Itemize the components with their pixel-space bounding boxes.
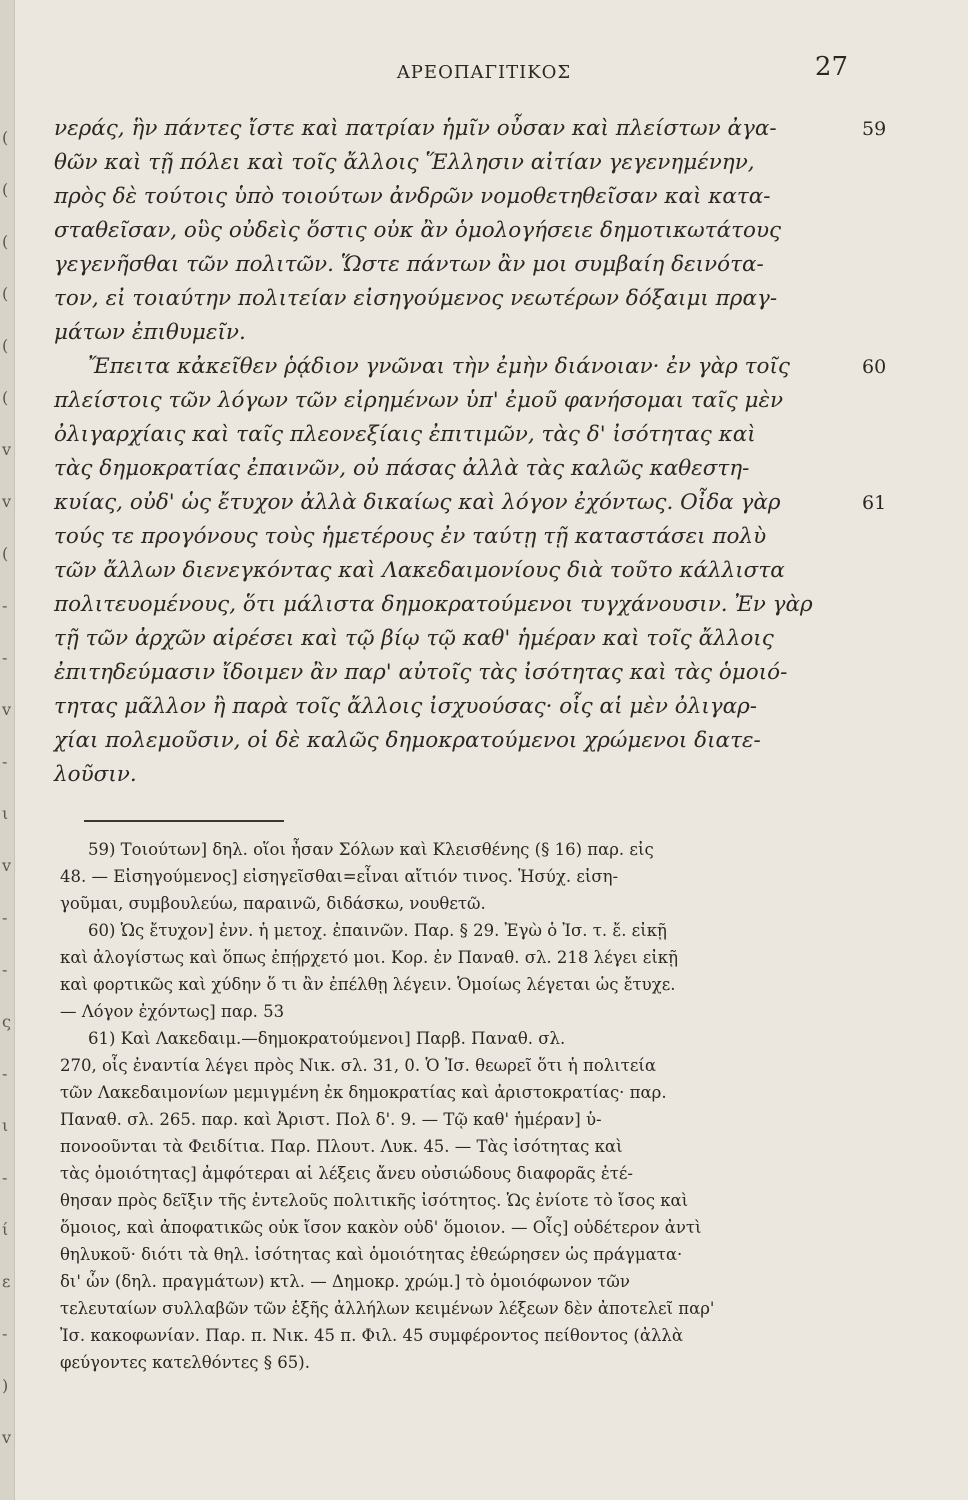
section-marker: 61	[862, 492, 887, 514]
gutter-mark: v	[2, 856, 12, 875]
footnote-line: τελευταίων συλλαβῶν τῶν ἑξῆς ἀλλήλων κειμένων λέξεων δὲν ἀποτελεῖ παρ'	[60, 1299, 715, 1318]
text-line	[54, 350, 887, 384]
text-line-content: θῶν καὶ τῇ πόλει καὶ τοῖς ἄλλοις Ἕλλησιν αἰτίαν γεγενημένην,	[54, 150, 755, 175]
footnote-line: τὰς ὁμοιότητας] ἀμφότεραι αἱ λέξεις ἄνευ οὐσιώδους διαφορᾶς ἐτέ-	[60, 1164, 633, 1183]
gutter-mark: -	[2, 752, 8, 771]
text-line	[54, 316, 854, 350]
text-line	[54, 146, 854, 180]
section-marker: 59	[862, 118, 887, 140]
text-line	[54, 690, 854, 724]
gutter-mark: v	[2, 1428, 12, 1447]
text-line-content: Ἔπειτα κἀκεῖθεν ῥᾴδιον γνῶναι τὴν ἐμὴν διάνοιαν· ἐν γὰρ τοῖς	[88, 354, 790, 379]
gutter-mark: -	[2, 1324, 8, 1343]
gutter-mark: (	[2, 232, 9, 251]
text-line	[54, 452, 854, 486]
gutter-mark: ι	[2, 1116, 9, 1135]
text-line-content: τῶν ἄλλων διενεγκόντας καὶ Λακεδαιμονίους διὰ τοῦτο κάλλιστα	[54, 558, 785, 583]
text-line	[54, 282, 854, 316]
footnote-line: Παναθ. σλ. 265. παρ. καὶ Ἀριστ. Πολ δ'. 9. — Τῷ καθ' ἡμέραν] ὑ-	[60, 1110, 602, 1129]
running-head: ΑΡΕΟΠΑΓΙΤΙΚΟΣ	[396, 62, 572, 83]
gutter-mark: -	[2, 1168, 8, 1187]
text-line	[54, 588, 854, 622]
gutter-mark: (	[2, 388, 9, 407]
gutter-mark: ε	[2, 1272, 11, 1291]
text-line	[54, 418, 854, 452]
gutter-mark: (	[2, 284, 9, 303]
text-line-content: τὰς δημοκρατίας ἐπαινῶν, οὐ πάσας ἀλλὰ τὰς καλῶς καθεστη-	[54, 456, 750, 481]
gutter-mark: -	[2, 908, 8, 927]
gutter-mark: v	[2, 440, 12, 459]
page-number: 27	[814, 52, 848, 82]
text-line-content: πλείστοις τῶν λόγων τῶν εἰρημένων ὑπ' ἐμοῦ φανήσομαι ταῖς μὲν	[54, 388, 784, 413]
footnote-line: — Λόγον ἐχόντως] παρ. 53	[60, 1002, 285, 1021]
text-line	[54, 554, 854, 588]
gutter-mark: v	[2, 700, 12, 719]
footnote-line: 48. — Εἰσηγούμενος] εἰσηγεῖσθαι=εἶναι αἴτιόν τινος. Ἡσύχ. εἰση-	[60, 867, 619, 886]
footnote-line: δι' ὧν (δηλ. πραγμάτων) κτλ. — Δημοκρ. χρώμ.] τὸ ὁμοιόφωνον τῶν	[60, 1272, 630, 1291]
binding-gutter	[0, 0, 15, 1500]
footnote-line: ὅμοιος, καὶ ἀποφατικῶς οὐκ ἴσον κακὸν οὐδ' ὅμοιον. — Οἷς] οὐδέτερον ἀντὶ	[60, 1218, 702, 1237]
gutter-mark: -	[2, 960, 8, 979]
footnote-line: 61) Καὶ Λακεδαιμ.—δημοκρατούμενοι] Παρβ. Παναθ. σλ.	[88, 1029, 566, 1048]
footnote-line: φεύγοντες κατελθόντες § 65).	[60, 1353, 310, 1372]
text-line-content: πρὸς δὲ τούτοις ὑπὸ τοιούτων ἀνδρῶν νομοθετηθεῖσαν καὶ κατα-	[54, 184, 771, 209]
text-line-content: σταθεῖσαν, οὓς οὐδεὶς ὅστις οὐκ ἂν ὁμολογήσειε δημοτικωτάτους	[54, 218, 782, 243]
text-line-content: τούς τε προγόνους τοὺς ἡμετέρους ἐν ταύτῃ τῇ καταστάσει πολὺ	[54, 524, 767, 549]
footnote-line: τῶν Λακεδαιμονίων μεμιγμένη ἐκ δημοκρατίας καὶ ἀριστοκρατίας· παρ.	[60, 1083, 667, 1102]
text-line-content: τον, εἰ τοιαύτην πολιτείαν εἰσηγούμενος νεωτέρων δόξαιμι πραγ-	[54, 286, 778, 311]
text-line	[54, 180, 854, 214]
text-line	[54, 758, 854, 792]
text-line	[54, 724, 854, 758]
footnote-line: πονοοῦνται τὰ Φειδίτια. Παρ. Πλουτ. Λυκ. 45. — Τὰς ἰσότητας καὶ	[60, 1137, 623, 1156]
gutter-mark: )	[2, 1376, 9, 1395]
gutter-mark: v	[2, 492, 12, 511]
text-line	[54, 520, 854, 554]
section-marker: 60	[862, 356, 887, 378]
gutter-mark: (	[2, 180, 9, 199]
text-line-content: πολιτευομένους, ὅτι μάλιστα δημοκρατούμενοι τυγχάνουσιν. Ἐν γὰρ	[54, 592, 813, 617]
gutter-mark: ι	[2, 804, 9, 823]
text-line	[54, 214, 854, 248]
main-text	[54, 112, 887, 792]
gutter-mark: ί	[2, 1220, 9, 1239]
footnote-line: θηλυκοῦ· διότι τὰ θηλ. ἰσότητας καὶ ὁμοιότητας ἐθεώρησεν ὡς πράγματα·	[60, 1245, 683, 1264]
gutter-mark: (	[2, 336, 9, 355]
text-line-content: μάτων ἐπιθυμεῖν.	[54, 320, 246, 345]
footnote-line: θησαν πρὸς δεῖξιν τῆς ἐντελοῦς πολιτικῆς ἰσότητος. Ὡς ἐνίοτε τὸ ἴσος καὶ	[60, 1191, 689, 1210]
footnotes	[60, 836, 860, 1376]
gutter-mark: -	[2, 648, 8, 667]
footnote-separator	[84, 820, 284, 822]
text-line	[54, 622, 854, 656]
footnote-line: 59) Τοιούτων] δηλ. οἵοι ἦσαν Σόλων καὶ Κλεισθένης (§ 16) παρ. εἰς	[88, 840, 654, 859]
footnote-line: 60) Ὡς ἔτυχον] ἐνν. ἡ μετοχ. ἐπαινῶν. Παρ. § 29. Ἐγὼ ὁ Ἰσ. τ. ἔ. εἰκῇ	[88, 921, 667, 940]
gutter-mark: (	[2, 544, 9, 563]
text-line-content: ἐπιτηδεύμασιν ἴδοιμεν ἂν παρ' αὐτοῖς τὰς ἰσότητας καὶ τὰς ὁμοιό-	[54, 660, 788, 685]
text-line-content: γεγενῆσθαι τῶν πολιτῶν. Ὥστε πάντων ἂν μοι συμβαίη δεινότα-	[54, 252, 764, 277]
gutter-mark: (	[2, 128, 9, 147]
footnote-line: Ἰσ. κακοφωνίαν. Παρ. π. Νικ. 45 π. Φιλ. 45 συμφέροντος πείθοντος (ἀλλὰ	[60, 1326, 684, 1345]
gutter-mark: -	[2, 1064, 8, 1083]
text-line-content: τητας μᾶλλον ἢ παρὰ τοῖς ἄλλοις ἰσχυούσας· οἷς αἱ μὲν ὀλιγαρ-	[54, 694, 758, 719]
text-line-content: τῇ τῶν ἀρχῶν αἱρέσει καὶ τῷ βίῳ τῷ καθ' ἡμέραν καὶ τοῖς ἄλλοις	[54, 626, 774, 651]
text-line	[54, 384, 854, 418]
footnote-line: 270, οἷς ἐναντία λέγει πρὸς Νικ. σλ. 31, 0. Ὁ Ἰσ. θεωρεῖ ὅτι ἡ πολιτεία	[60, 1056, 656, 1075]
text-line-content: νεράς, ἣν πάντες ἴστε καὶ πατρίαν ἡμῖν οὖσαν καὶ πλείστων ἀγα-	[54, 116, 777, 141]
text-line-content: χίαι πολεμοῦσιν, οἱ δὲ καλῶς δημοκρατούμενοι χρώμενοι διατε-	[54, 728, 761, 753]
footnote-line: γοῦμαι, συμβουλεύω, παραινῶ, διδάσκω, νουθετῶ.	[60, 894, 486, 913]
text-line-content: ὀλιγαρχίαις καὶ ταῖς πλεονεξίαις ἐπιτιμῶν, τὰς δ' ἰσότητας καὶ	[54, 422, 756, 447]
gutter-mark: ς	[2, 1012, 11, 1031]
gutter-mark: -	[2, 596, 8, 615]
text-line	[54, 656, 854, 690]
text-line-content: κυίας, οὐδ' ὡς ἔτυχον ἀλλὰ δικαίως καὶ λόγον ἐχόντως. Οἶδα γὰρ	[54, 490, 781, 515]
footnote-line: καὶ ἀλογίστως καὶ ὅπως ἐπῄρχετό μοι. Κορ. ἐν Παναθ. σλ. 218 λέγει εἰκῇ	[60, 948, 679, 967]
text-line	[54, 112, 887, 146]
footnote-line: καὶ φορτικῶς καὶ χύδην ὅ τι ἂν ἐπέλθῃ λέγειν. Ὁμοίως λέγεται ὡς ἔτυχε.	[60, 975, 676, 994]
text-line	[54, 248, 854, 282]
text-line-content: λοῦσιν.	[54, 762, 137, 787]
text-line	[54, 486, 887, 520]
